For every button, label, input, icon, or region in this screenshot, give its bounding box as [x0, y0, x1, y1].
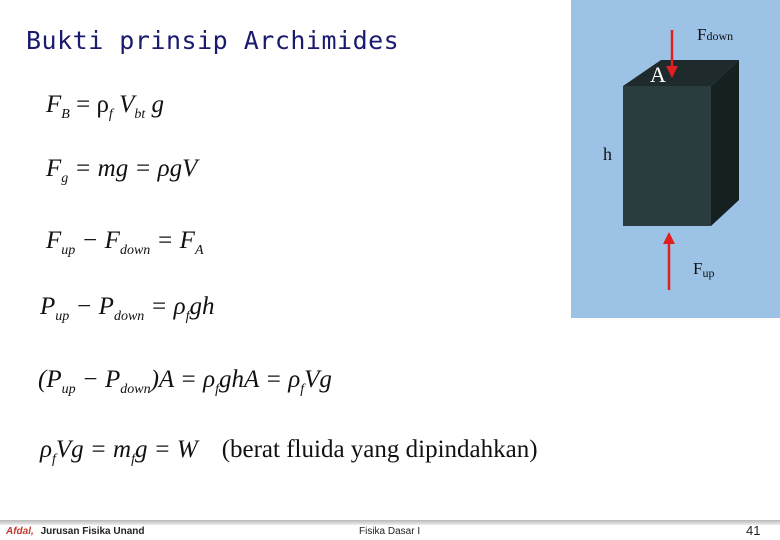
eq-text: )A = ρ	[150, 366, 216, 393]
equation-weight-displaced	[40, 436, 538, 468]
eq-text: g = W	[134, 436, 198, 463]
label-force-down-main: F	[697, 25, 707, 44]
eq-text: gh	[189, 293, 215, 320]
label-force-up-sub: up	[702, 266, 715, 280]
diagram-svg	[571, 0, 780, 318]
footer-department: Jurusan Fisika Unand	[40, 526, 145, 537]
label-force-down-sub: down	[706, 29, 734, 43]
eq-sub: down	[120, 382, 151, 397]
eq-sub: up	[55, 309, 70, 324]
footer-bar	[0, 520, 780, 525]
equation-force-difference	[46, 227, 204, 259]
label-force-up-main: F	[693, 259, 703, 278]
eq-text: ghA = ρ	[219, 366, 301, 393]
equation-pressure-difference	[40, 293, 215, 325]
eq-sub: f	[131, 452, 135, 467]
eq-text: = F	[150, 227, 195, 254]
eq-text: ρ	[40, 436, 52, 463]
eq-sub: f	[52, 452, 56, 467]
eq-sub: f	[300, 382, 305, 397]
eq-sub: down	[113, 309, 145, 324]
eq-text: Vg	[304, 366, 332, 393]
eq-text: F	[46, 91, 62, 118]
eq-text: V	[112, 91, 135, 118]
eq-text: = mg = ρgV	[68, 155, 198, 182]
eq-text: − F	[75, 227, 120, 254]
label-force-down	[697, 25, 733, 44]
eq-text: g	[145, 91, 164, 118]
label-area: A	[650, 62, 666, 87]
label-force-up	[693, 259, 714, 280]
eq-sub: up	[61, 243, 76, 258]
equation-buoyant-force	[46, 91, 164, 123]
eq-sub: f	[185, 309, 190, 324]
footer-course: Fisika Dasar I	[359, 526, 421, 537]
eq-text: F	[46, 155, 62, 182]
eq-sub: down	[119, 243, 151, 258]
eq-sub: bt	[134, 107, 146, 122]
eq-sub: f	[215, 382, 220, 397]
eq-sub: f	[108, 107, 113, 122]
archimedes-diagram	[571, 0, 780, 318]
eq-text: Vg = m	[55, 436, 132, 463]
eq-text: − P	[75, 366, 121, 393]
equation-note: (berat fluida yang dipindahkan)	[221, 436, 538, 463]
force-up-arrow-head	[663, 232, 675, 244]
equation-gravity-force	[46, 155, 197, 187]
eq-text: − P	[69, 293, 114, 320]
eq-sub: A	[194, 243, 204, 258]
eq-text: F	[46, 227, 62, 254]
footer-left	[6, 526, 144, 537]
footer-author: Afdal,	[6, 526, 34, 537]
eq-sub: g	[61, 171, 69, 186]
box-front-face	[623, 86, 711, 226]
equation-pressure-area	[38, 366, 332, 398]
page-number: 41	[746, 523, 761, 538]
eq-text: = ρ	[69, 91, 109, 118]
eq-text: (P	[38, 366, 62, 393]
page-title: Bukti prinsip Archimides	[26, 26, 400, 55]
slide-footer	[0, 518, 780, 540]
eq-text: P	[40, 293, 56, 320]
eq-text: = ρ	[144, 293, 186, 320]
label-height: h	[603, 144, 612, 164]
eq-sub: B	[61, 107, 70, 122]
box-side-face	[711, 60, 739, 226]
eq-sub: up	[61, 382, 76, 397]
